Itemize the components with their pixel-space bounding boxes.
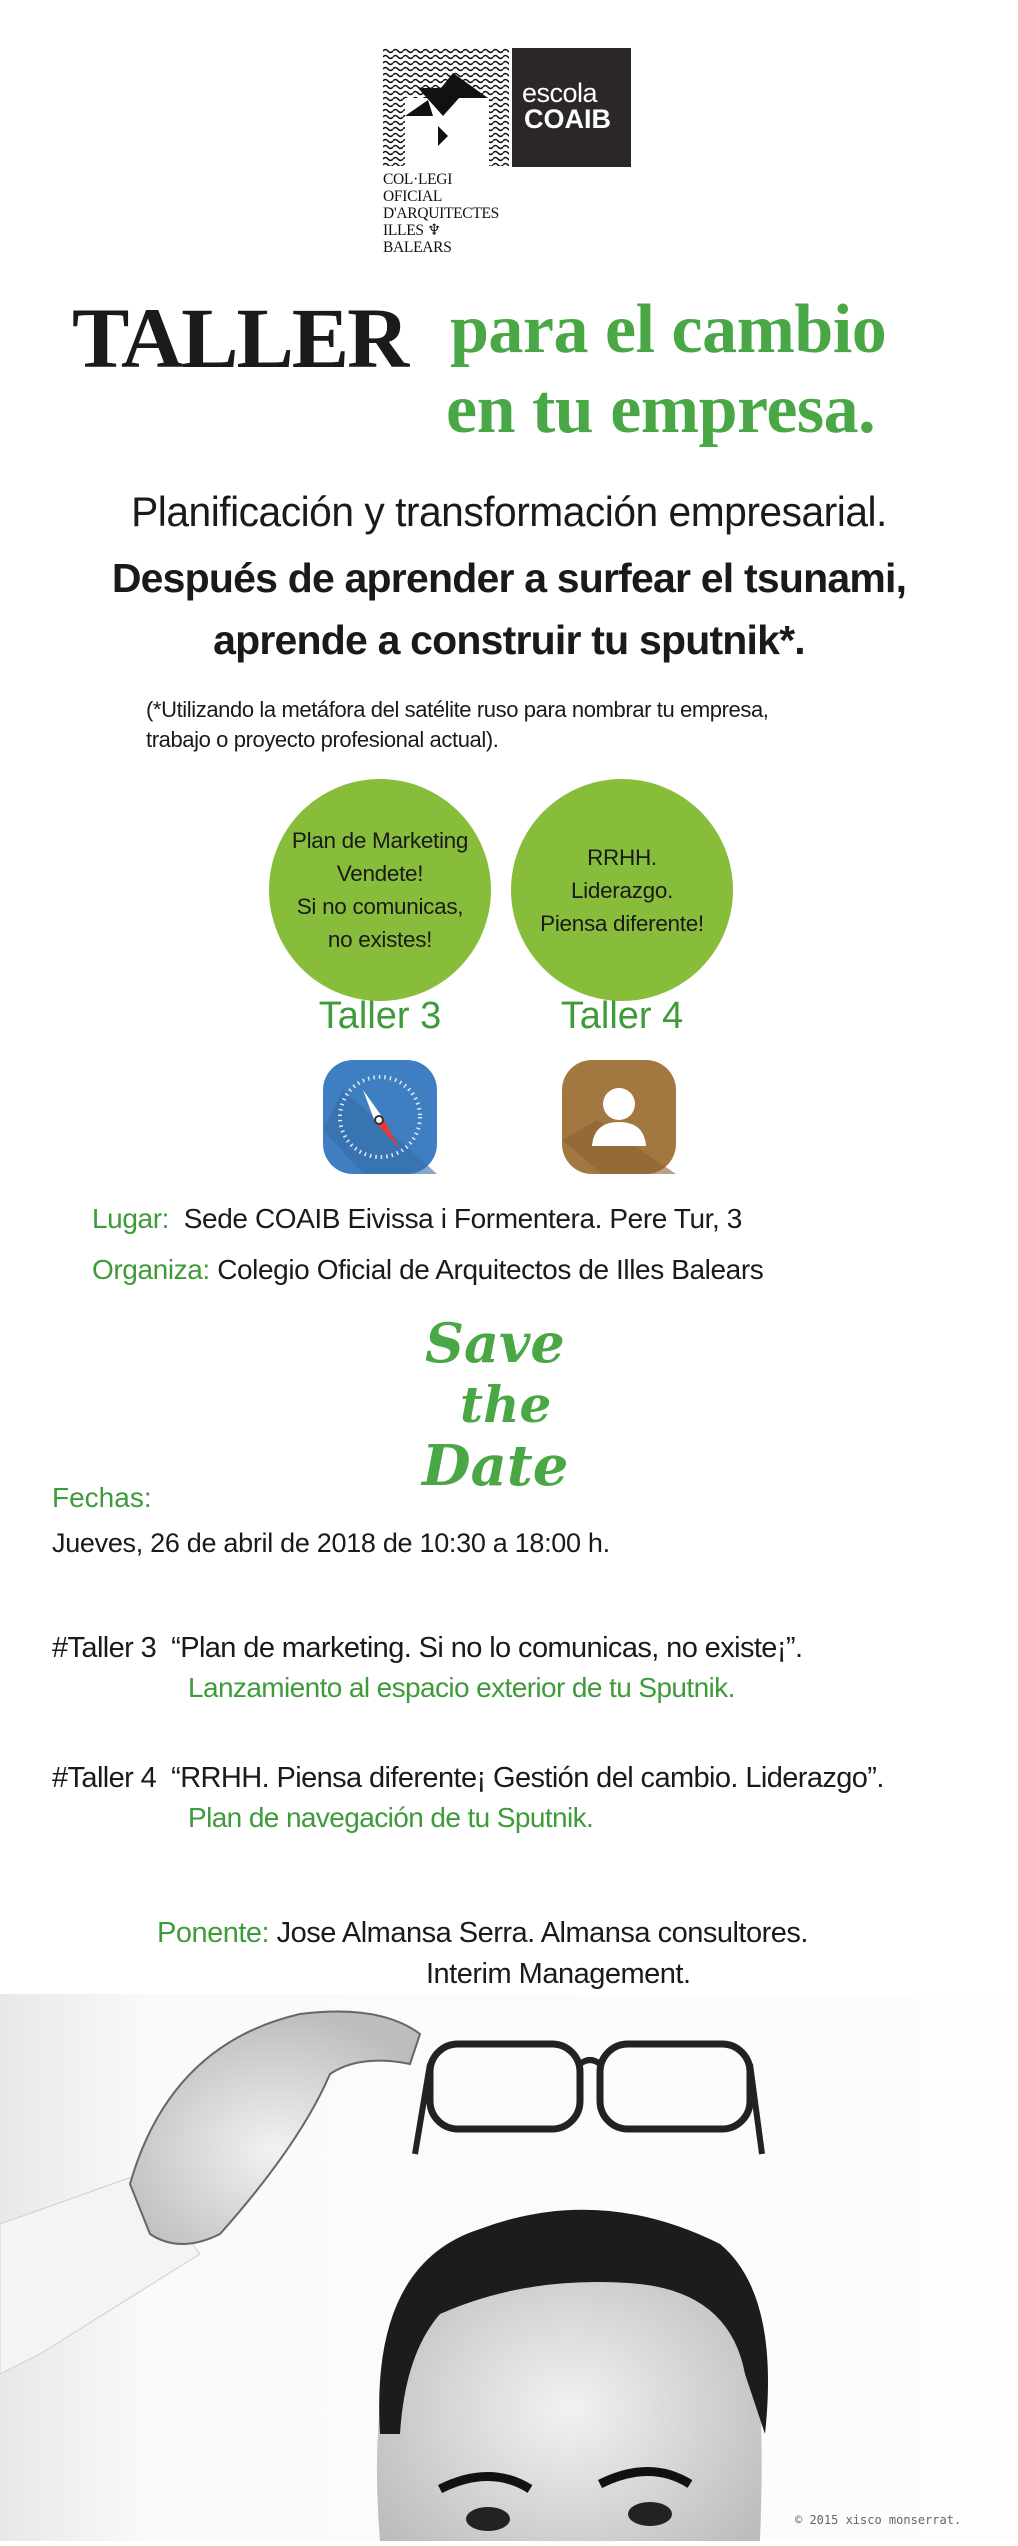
footnote-line: (*Utilizando la metáfora del satélite ruso para nombrar tu empresa,	[146, 697, 769, 722]
speaker-value: Jose Almansa Serra. Almansa consultores.	[276, 1917, 808, 1949]
workshop-circle-taller-4	[511, 779, 733, 1001]
session-subtitle: Lanzamiento al espacio exterior de tu Sputnik.	[188, 1672, 735, 1703]
circle-text: no existes!	[327, 927, 433, 952]
organizer	[92, 1254, 763, 1286]
save-the-date	[420, 1310, 580, 1495]
circle-text: Vendete!	[336, 861, 424, 886]
college-name-line: D'ARQUITECTES	[383, 205, 499, 222]
coaib-logo	[383, 48, 509, 256]
tagline-line1: Después de aprender a surfear el tsunami,	[111, 555, 907, 601]
footnote-line: trabajo o proyecto profesional actual).	[146, 727, 499, 752]
coaib-text: COAIB	[524, 104, 611, 134]
organizer-value: Colegio Oficial de Arquitectos de Illes Balears	[217, 1254, 764, 1285]
organizer-label: Organiza:	[92, 1254, 210, 1285]
footnote	[146, 695, 769, 755]
subtitle: Planificación y transformación empresarial.	[131, 488, 887, 535]
photo-credit: © 2015 xisco monserrat.	[795, 2513, 962, 2527]
tagline-line2: aprende a construir tu sputnik*.	[213, 617, 805, 663]
escola-text: escola	[522, 78, 598, 108]
venue	[92, 1203, 742, 1235]
session-taller-4	[52, 1762, 884, 1795]
title-green-line2: en tu empresa.	[446, 371, 876, 448]
circle-text: Si no comunicas,	[296, 894, 464, 919]
workshop-circle-taller-3	[269, 779, 491, 1001]
session-subtitle: Plan de navegación de tu Sputnik.	[188, 1802, 594, 1833]
taller-4-label: Taller 4	[560, 995, 684, 1037]
session-tag: #Taller 4	[52, 1762, 157, 1794]
speaker-photo	[0, 1994, 1018, 2541]
circle-text: RRHH.	[587, 844, 657, 870]
speaker	[157, 1917, 808, 1950]
session-tag: #Taller 3	[52, 1632, 157, 1664]
taller-3-label: Taller 3	[318, 995, 442, 1037]
venue-value: Sede COAIB Eivissa i Formentera. Pere Tur, 3	[183, 1203, 742, 1234]
session-taller-3	[52, 1632, 802, 1665]
crest-icon: ♆	[427, 222, 441, 239]
speaker-label: Ponente:	[157, 1917, 270, 1949]
coaib-emblem-icon	[383, 48, 509, 166]
session-title: “Plan de marketing. Si no lo comunicas, no existe¡”.	[171, 1632, 803, 1664]
session-title: “RRHH. Piensa diferente¡ Gestión del cambio. Liderazgo”.	[171, 1762, 884, 1794]
college-name-line: ILLES	[383, 222, 424, 239]
user-icon	[562, 1060, 676, 1174]
escola-coaib-logo	[512, 48, 631, 167]
speaker-role: Interim Management.	[426, 1958, 691, 1990]
compass-icon	[323, 1060, 437, 1174]
the-text: the	[460, 1375, 552, 1434]
title-green-line1: para el cambio	[450, 291, 887, 368]
dates-label: Fechas:	[52, 1482, 152, 1513]
title-taller: TALLER	[72, 290, 408, 386]
college-name-line: COL·LEGI OFICIAL	[383, 171, 453, 205]
circle-text: Liderazgo.	[570, 877, 674, 903]
dates-value: Jueves, 26 de abril de 2018 de 10:30 a 18:00 h.	[52, 1528, 610, 1558]
date-text: Date	[422, 1433, 569, 1495]
college-name-line: BALEARS	[383, 239, 452, 256]
save-text: Save	[425, 1311, 565, 1375]
circle-text: Piensa diferente!	[540, 910, 704, 936]
venue-label: Lugar:	[92, 1203, 169, 1234]
circle-text: Plan de Marketing	[291, 828, 469, 853]
